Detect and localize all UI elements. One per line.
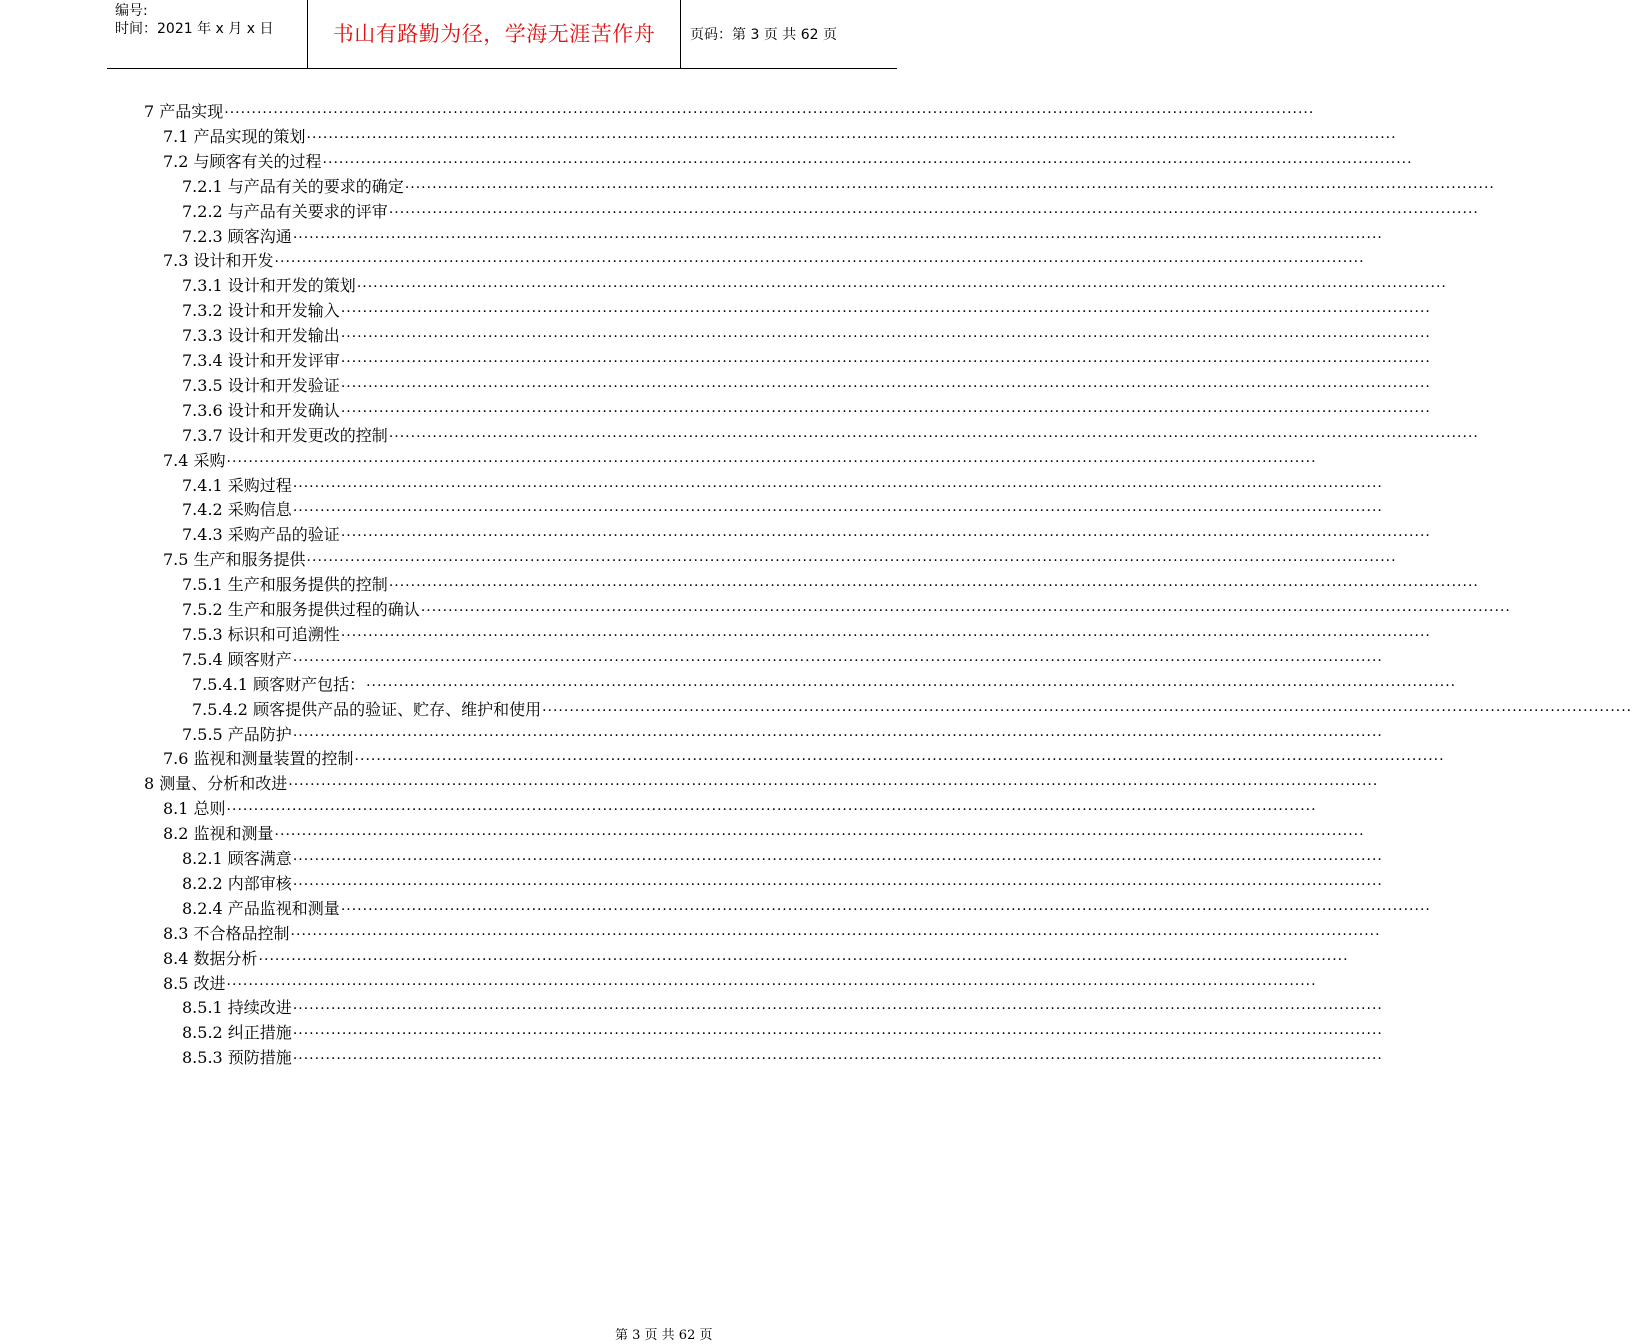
toc-dot-leader: ········································································································································································································ bbox=[226, 976, 1317, 993]
toc-dot-leader: ········································································································································································································ bbox=[388, 204, 1479, 221]
toc-entry-title: 8.5.1 持续改进 bbox=[182, 998, 292, 1018]
toc-entry[interactable] bbox=[144, 100, 1315, 122]
toc-entry-title: 7.2 与顾客有关的过程 bbox=[163, 151, 322, 171]
toc-entry[interactable] bbox=[182, 299, 1431, 321]
toc-dot-leader: ········································································································································································································ bbox=[322, 154, 1413, 171]
toc-entry-title: 7.3.7 设计和开发更改的控制 bbox=[182, 425, 388, 445]
toc-entry[interactable] bbox=[182, 474, 1383, 496]
toc-entry[interactable] bbox=[163, 797, 1317, 819]
toc-entry-title: 7.6 监视和测量装置的控制 bbox=[163, 749, 354, 769]
toc-dot-leader: ········································································································································································································ bbox=[292, 229, 1383, 246]
toc-entry[interactable] bbox=[182, 175, 1495, 197]
document-number-label: 编号: bbox=[115, 3, 148, 19]
toc-entry[interactable] bbox=[144, 772, 1379, 794]
toc-entry-title: 7.3.5 设计和开发验证 bbox=[182, 375, 340, 395]
toc-dot-leader: ········································································································································································································ bbox=[288, 777, 1379, 794]
toc-entry[interactable] bbox=[192, 698, 1632, 720]
toc-dot-leader: ········································································································································································································ bbox=[274, 827, 1365, 844]
toc-entry[interactable] bbox=[163, 249, 1365, 271]
toc-entry-title: 8 测量、分析和改进 bbox=[144, 774, 288, 794]
header-meta bbox=[115, 2, 305, 38]
toc-entry-title: 7.4.3 采购产品的验证 bbox=[182, 525, 340, 545]
toc-dot-leader: ········································································································································································································ bbox=[388, 428, 1479, 445]
toc-entry-title: 7.4.1 采购过程 bbox=[182, 475, 292, 495]
toc-entry[interactable] bbox=[182, 598, 1511, 620]
toc-entry-title: 7.5.1 生产和服务提供的控制 bbox=[182, 575, 388, 595]
toc-dot-leader: ········································································································································································································ bbox=[356, 279, 1447, 296]
toc-entry-title: 7.4.2 采购信息 bbox=[182, 500, 292, 520]
toc-entry[interactable] bbox=[182, 1021, 1383, 1043]
toc-entry[interactable] bbox=[182, 225, 1383, 247]
page-header bbox=[107, 0, 897, 69]
toc-entry-title: 7.3.6 设计和开发确认 bbox=[182, 400, 340, 420]
toc-dot-leader: ········································································································································································································ bbox=[340, 378, 1431, 395]
toc-entry-title: 7.3.3 设计和开发输出 bbox=[182, 326, 340, 346]
toc-entry-title: 7.1 产品实现的策划 bbox=[163, 126, 306, 146]
toc-entry[interactable] bbox=[182, 1046, 1383, 1068]
toc-entry[interactable] bbox=[163, 747, 1445, 769]
toc-entry-title: 7.2.3 顾客沟通 bbox=[182, 226, 292, 246]
toc-entry[interactable] bbox=[182, 424, 1479, 446]
toc-entry[interactable] bbox=[182, 324, 1431, 346]
toc-entry-title: 8.1 总则 bbox=[163, 799, 226, 819]
toc-dot-leader: ········································································································································································································ bbox=[292, 1001, 1383, 1018]
toc-dot-leader: ········································································································································································································ bbox=[340, 528, 1431, 545]
toc-entry[interactable] bbox=[182, 349, 1431, 371]
toc-entry-title: 8.2 监视和测量 bbox=[163, 824, 274, 844]
toc-entry-title: 7.5.4 顾客财产 bbox=[182, 649, 292, 669]
toc-entry[interactable] bbox=[163, 125, 1397, 147]
toc-entry[interactable] bbox=[192, 673, 1457, 695]
toc-entry-title: 8.5.2 纠正措施 bbox=[182, 1023, 292, 1043]
toc-dot-leader: ········································································································································································································ bbox=[224, 105, 1315, 121]
toc-dot-leader: ········································································································································································································ bbox=[258, 951, 1349, 968]
toc-entry[interactable] bbox=[182, 274, 1447, 296]
toc-dot-leader: ········································································································································································································ bbox=[340, 627, 1431, 644]
toc-entry[interactable] bbox=[163, 922, 1381, 944]
toc-entry[interactable] bbox=[182, 872, 1383, 894]
toc-dot-leader: ········································································································································································································ bbox=[292, 727, 1383, 744]
toc-entry-title: 8.2.1 顾客满意 bbox=[182, 849, 292, 868]
toc-dot-leader: ········································································································································································································ bbox=[340, 403, 1431, 420]
header-divider bbox=[680, 0, 681, 68]
toc-entry[interactable] bbox=[182, 847, 1383, 869]
toc-dot-leader: ········································································································································································································ bbox=[366, 677, 1457, 694]
toc-entry[interactable] bbox=[182, 623, 1431, 645]
toc-dot-leader: ········································································································································································································ bbox=[292, 876, 1383, 893]
toc-dot-leader: ········································································································································································································ bbox=[292, 652, 1383, 669]
toc-entry[interactable] bbox=[182, 498, 1383, 520]
toc-entry-title: 8.5.3 预防措施 bbox=[182, 1048, 292, 1068]
toc-dot-leader: ········································································································································································································ bbox=[542, 702, 1632, 719]
toc-entry[interactable] bbox=[163, 972, 1317, 994]
toc-entry-title: 7.5.2 生产和服务提供过程的确认 bbox=[182, 600, 420, 619]
toc-entry-title: 7 产品实现 bbox=[144, 102, 224, 121]
toc-entry-title: 7.3.4 设计和开发评审 bbox=[182, 351, 340, 370]
header-motto: 书山有路勤为径，学海无涯苦作舟 bbox=[332, 22, 656, 46]
toc-dot-leader: ········································································································································································································ bbox=[340, 354, 1431, 370]
toc-dot-leader: ········································································································································································································ bbox=[226, 802, 1317, 819]
toc-entry[interactable] bbox=[182, 523, 1431, 545]
toc-entry-title: 7.5.5 产品防护 bbox=[182, 724, 292, 744]
toc-dot-leader: ········································································································································································································ bbox=[274, 254, 1365, 271]
toc-dot-leader: ········································································································································································································ bbox=[354, 752, 1445, 769]
toc-entry-title: 7.5.3 标识和可追溯性 bbox=[182, 624, 340, 644]
toc-dot-leader: ········································································································································································································ bbox=[292, 478, 1383, 495]
toc-dot-leader: ········································································································································································································ bbox=[306, 553, 1397, 570]
toc-entry[interactable] bbox=[182, 374, 1431, 396]
toc-entry[interactable] bbox=[182, 573, 1479, 595]
toc-dot-leader: ········································································································································································································ bbox=[388, 578, 1479, 595]
toc-dot-leader: ········································································································································································································ bbox=[420, 603, 1511, 619]
toc-entry[interactable] bbox=[182, 200, 1479, 222]
toc-dot-leader: ········································································································································································································ bbox=[340, 901, 1431, 918]
toc-dot-leader: ········································································································································································································ bbox=[292, 852, 1383, 868]
toc-entry-title: 7.5.4.1 顾客财产包括： bbox=[192, 674, 366, 694]
toc-entry[interactable] bbox=[182, 399, 1431, 421]
toc-entry-title: 8.3 不合格品控制 bbox=[163, 923, 290, 943]
toc-entry[interactable] bbox=[163, 822, 1365, 844]
toc-dot-leader: ········································································································································································································ bbox=[292, 1051, 1383, 1068]
toc-dot-leader: ········································································································································································································ bbox=[226, 453, 1317, 470]
toc-dot-leader: ········································································································································································································ bbox=[404, 179, 1495, 196]
toc-entry[interactable] bbox=[182, 996, 1383, 1018]
document-date-label: 时间：2021 年 x 月 x 日 bbox=[115, 21, 274, 37]
toc-entry-title: 7.2.2 与产品有关要求的评审 bbox=[182, 201, 388, 221]
toc-entry-title: 8.2.4 产品监视和测量 bbox=[182, 898, 340, 918]
toc-dot-leader: ········································································································································································································ bbox=[292, 503, 1383, 520]
toc-entry-title: 8.5 改进 bbox=[163, 973, 226, 993]
toc-entry[interactable] bbox=[182, 897, 1431, 919]
toc-entry-title: 7.5.4.2 顾客提供产品的验证、贮存、维护和使用 bbox=[192, 699, 542, 719]
toc-dot-leader: ········································································································································································································ bbox=[290, 926, 1381, 943]
toc-entry[interactable] bbox=[182, 648, 1383, 670]
toc-entry[interactable] bbox=[163, 449, 1317, 471]
toc-entry[interactable] bbox=[163, 947, 1349, 969]
toc-entry[interactable] bbox=[163, 548, 1397, 570]
toc-entry[interactable] bbox=[182, 723, 1383, 745]
toc-dot-leader: ········································································································································································································ bbox=[306, 129, 1397, 146]
toc-entry-title: 7.2.1 与产品有关的要求的确定 bbox=[182, 176, 404, 196]
toc-entry-title: 8.4 数据分析 bbox=[163, 948, 258, 968]
header-page-number: 页码：第 3 页 共 62 页 bbox=[690, 27, 837, 43]
toc-entry[interactable] bbox=[163, 150, 1413, 172]
toc-entry-title: 7.3 设计和开发 bbox=[163, 251, 274, 271]
footer-page-number: 第 3 页 共 62 页 bbox=[615, 1328, 713, 1343]
toc-entry-title: 7.4 采购 bbox=[163, 450, 226, 470]
toc-dot-leader: ········································································································································································································ bbox=[292, 1026, 1383, 1043]
toc-entry-title: 8.2.2 内部审核 bbox=[182, 873, 292, 893]
toc-dot-leader: ········································································································································································································ bbox=[340, 304, 1431, 321]
toc-entry-title: 7.3.1 设计和开发的策划 bbox=[182, 276, 356, 296]
toc-dot-leader: ········································································································································································································ bbox=[340, 329, 1431, 346]
toc-entry-title: 7.5 生产和服务提供 bbox=[163, 550, 306, 570]
toc-entry-title: 7.3.2 设计和开发输入 bbox=[182, 301, 340, 321]
